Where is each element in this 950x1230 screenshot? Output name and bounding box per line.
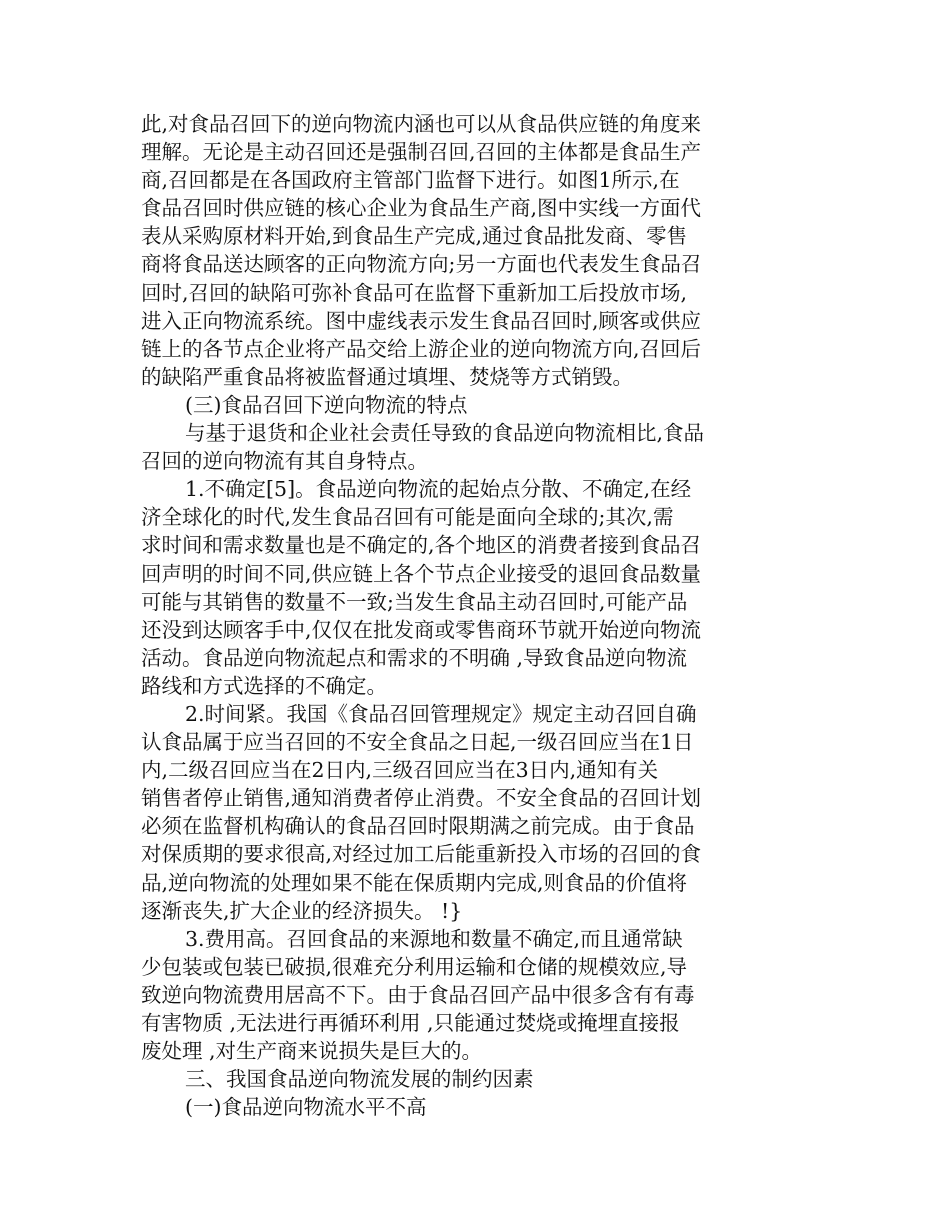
text-line: 对保质期的要求很高,对经过加工后能重新投入市场的召回的食	[141, 842, 702, 867]
text-line: 进入正向物流系统。图中虚线表示发生食品召回时,顾客或供应	[141, 308, 702, 333]
text-line: 理解。无论是主动召回还是强制召回,召回的主体都是食品生产	[141, 140, 702, 165]
text-line: 必须在监督机构确认的食品召回时限期满之前完成。由于食品	[141, 814, 695, 839]
text-line: 品,逆向物流的处理如果不能在保质期内完成,则食品的价值将	[141, 870, 688, 895]
text-line: 认食品属于应当召回的不安全食品之日起,一级召回应当在1日	[141, 730, 694, 755]
text-line: 销售者停止销售,通知消费者停止消费。不安全食品的召回计划	[141, 786, 702, 811]
text-line: 废处理 ,对生产商来说损失是巨大的。	[141, 1039, 483, 1064]
list-item-heading: 1.不确定[5]。食品逆向物流的起始点分散、不确定,在经	[185, 477, 692, 502]
section-heading: (三)食品召回下逆向物流的特点	[185, 392, 468, 417]
text-line: 此,对食品召回下的逆向物流内涵也可以从食品供应链的角度来	[141, 112, 702, 136]
list-item-heading: 3.费用高。召回食品的来源地和数量不确定,而且通常缺	[185, 926, 683, 951]
list-item-heading: 2.时间紧。我国《食品召回管理规定》规定主动召回自确	[185, 701, 697, 726]
text-line: 致逆向物流费用居高不下。由于食品召回产品中很多含有有毒	[141, 982, 695, 1007]
text-line: 表从采购原材料开始,到食品生产完成,通过食品批发商、零售	[141, 224, 688, 249]
text-line: 的缺陷严重食品将被监督通过填埋、焚烧等方式销毁。	[141, 364, 633, 389]
text-line: 路线和方式选择的不确定。	[141, 673, 387, 698]
text-line: 链上的各节点企业将产品交给上游企业的逆向物流方向,召回后	[141, 336, 702, 361]
text-line: 有害物质 ,无法进行再循环利用 ,只能通过焚烧或掩埋直接报	[141, 1011, 680, 1035]
text-line: 活动。食品逆向物流起点和需求的不明确 ,导致食品逆向物流	[141, 645, 688, 670]
text-line: 还没到达顾客手中,仅仅在批发商或零售商环节就开始逆向物流	[141, 617, 702, 642]
text-line: 回时,召回的缺陷可弥补食品可在监督下重新加工后投放市场,	[141, 280, 688, 305]
text-line: 济全球化的时代,发生食品召回有可能是面向全球的;其次,需	[141, 505, 674, 530]
text-line: 回声明的时间不同,供应链上各个节点企业接受的退回食品数量	[141, 561, 702, 586]
text-line: 商将食品送达顾客的正向物流方向;另一方面也代表发生食品召	[141, 252, 702, 277]
text-line: 可能与其销售的数量不一致;当发生食品主动召回时,可能产品	[141, 589, 688, 614]
text-line: 少包装或包装已破损,很难充分利用运输和仓储的规模效应,导	[141, 954, 688, 979]
text-line: 与基于退货和企业社会责任导致的食品逆向物流相比,食品	[185, 421, 705, 446]
document-body	[141, 110, 747, 1121]
text-line: 商,召回都是在各国政府主管部门监督下进行。如图1所示,在	[141, 168, 680, 193]
section-heading: 三、我国食品逆向物流发展的制约因素	[185, 1067, 534, 1092]
text-line: 求时间和需求数量也是不确定的,各个地区的消费者接到食品召	[141, 533, 702, 558]
section-heading: (一)食品逆向物流水平不高	[185, 1095, 427, 1120]
text-line: 内,二级召回应当在2日内,三级召回应当在3日内,通知有关	[141, 758, 659, 783]
text-line: 逐渐丧失,扩大企业的经济损失。 !}	[141, 898, 463, 923]
text-line: 召回的逆向物流有其自身特点。	[141, 449, 428, 474]
text-line: 食品召回时供应链的核心企业为食品生产商,图中实线一方面代	[141, 196, 702, 221]
